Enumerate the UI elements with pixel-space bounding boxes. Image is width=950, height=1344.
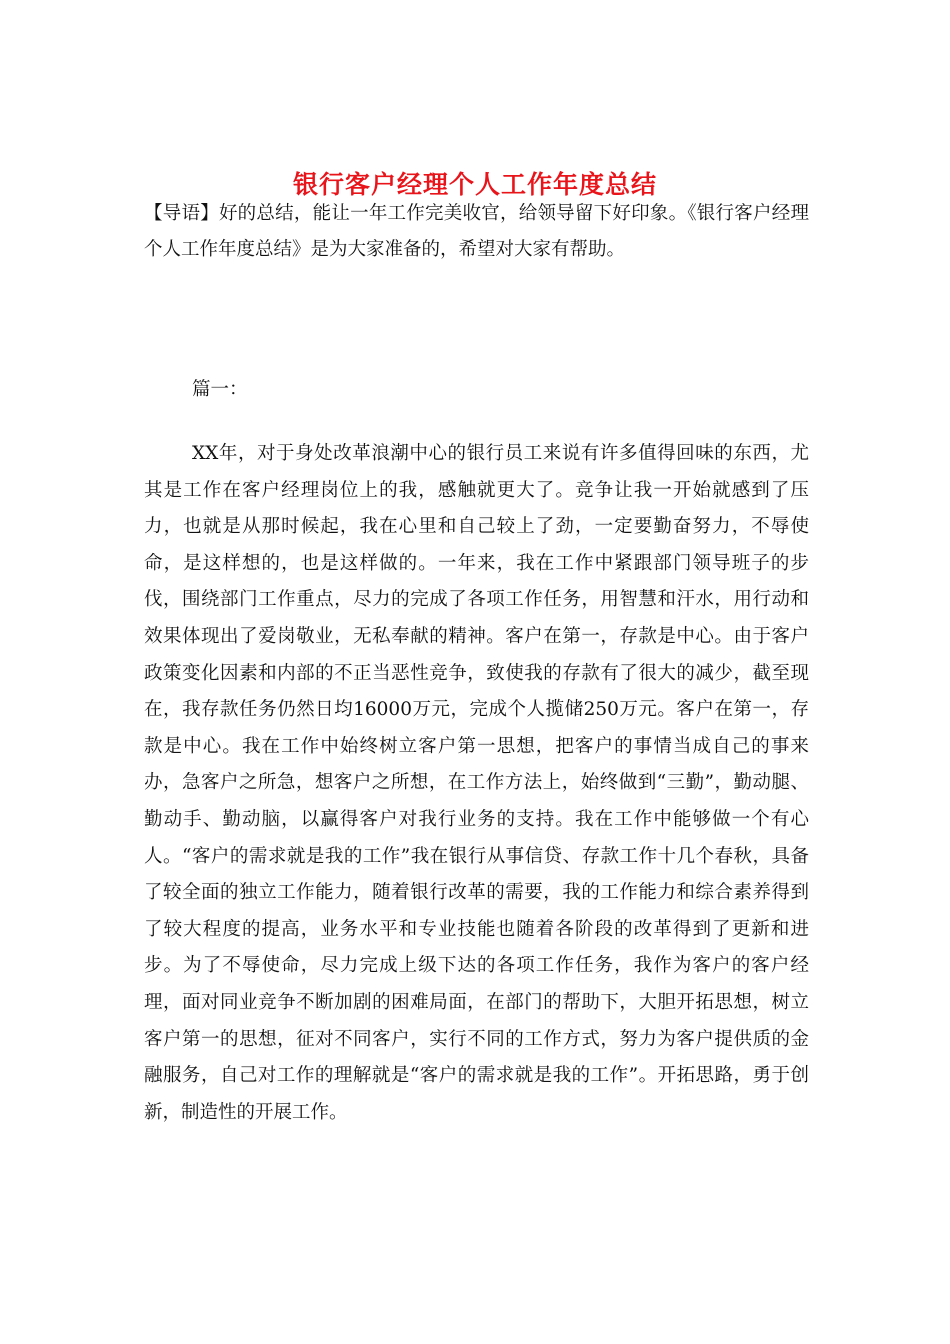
document-title: 银行客户经理个人工作年度总结 (292, 169, 657, 199)
section-heading: 篇一： (192, 379, 248, 400)
intro-paragraph: 【导语】好的总结，能让一年工作完美收官，给领导留下好印象。《银行客户经理个人工作年度总结》是为大家准备的，希望对大家有帮助。 (144, 203, 809, 260)
body-paragraph: XX年，对于身处改革浪潮中心的银行员工来说有许多值得回味的东西，尤其是工作在客户经理岗位上的我，感触就更大了。竞争让我一开始就感到了压力，也就是从那时候起，我在心里和自己较上了劲，一定要勤奋努力，不辱使命，是这样想的，也是这样做的。一年来，我在工作中紧跟部门领导班子的步伐，围绕部门工作重点，尽力的完成了各项工作任务，用智慧和汗水，用行动和效果体现出了爱岗敬业，无私奉献的精神。客户在第一，存款是中心。由于客户政策变化因素和内部的不正当恶性竞争，致使我的存款有了很大的减少，截至现在，我存款任务仍然日均16000万元，完成个人揽储250万元。客户在第一，存款是中心。我在工作中始终树立客户第一思想，把客户的事情当成自己的事来办，急客户之所急，想客户之所想，在工作方法上，始终做到“三勤”，勤动腿、勤动手、勤动脑，以赢得客户对我行业务的支持。我在工作中能够做一个有心人。“客户的需求就是我的工作”我在银行从事信贷、存款工作十几个春秋，具备了较全面的独立工作能力，随着银行改革的需要，我的工作能力和综合素养得到了较大程度的提高，业务水平和专业技能也随着各阶段的改革得到了更新和进步。为了不辱使命，尽力完成上级下达的各项工作任务，我作为客户的客户经理，面对同业竞争不断加剧的困难局面，在部门的帮助下，大胆开拓思想，树立客户第一的思想，征对不同客户，实行不同的工作方式，努力为客户提供质的金融服务，自己对工作的理解就是“客户的需求就是我的工作”。开拓思路，勇于创新，制造性的开展工作。 (144, 443, 809, 1123)
